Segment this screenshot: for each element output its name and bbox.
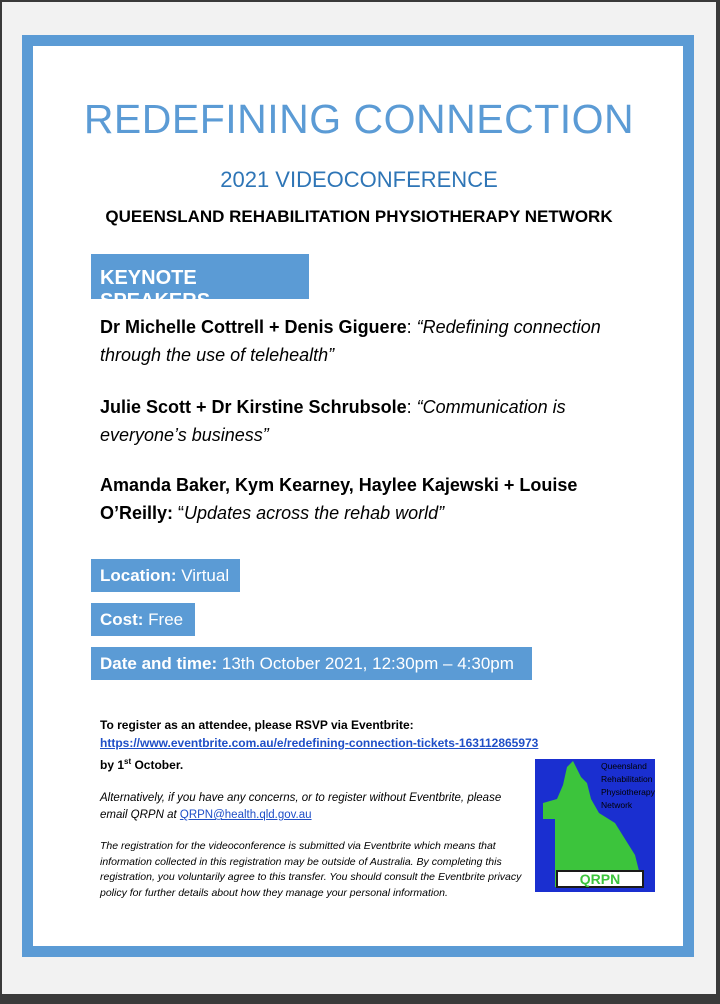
speaker-entry-3 (100, 471, 600, 527)
speaker-separator: : (406, 397, 417, 417)
speaker-entry-1 (100, 313, 620, 369)
deadline-ordinal: st (124, 757, 132, 766)
location-box (91, 559, 240, 592)
date-time-label: Date and time: (100, 654, 218, 673)
alternative-contact (100, 790, 525, 824)
speaker-names: Julie Scott + Dr Kirstine Schrubsole (100, 397, 407, 417)
deadline-prefix: by 1 (100, 758, 125, 772)
speaker-separator: “ (173, 503, 185, 523)
eventbrite-link[interactable]: https://www.eventbrite.com.au/e/redefining-connection-tickets-163112865973 (100, 736, 539, 750)
conference-subtitle: 2021 VIDEOCONFERENCE (220, 167, 498, 192)
cost-label: Cost: (100, 610, 144, 629)
keynote-heading: KEYNOTE SPEAKERS (91, 254, 309, 299)
alternative-text: Alternatively, if you have any concerns, or to register without Eventbrite, please email QRPN at (100, 792, 502, 821)
email-link[interactable]: QRPN@health.qld.gov.au (179, 809, 312, 821)
organisation-name: QUEENSLAND REHABILITATION PHYSIOTHERAPY NETWORK (105, 207, 613, 226)
qrpn-logo (535, 759, 655, 892)
privacy-notice (100, 839, 525, 901)
document-page (2, 2, 716, 994)
speaker-separator: : (406, 317, 417, 337)
register-link-line (100, 735, 600, 752)
logo-acronym: QRPN (579, 871, 621, 887)
logo-line-3: Physiotherapy (601, 787, 655, 797)
logo-line-1: Queensland (601, 761, 647, 771)
register-deadline (100, 753, 400, 774)
speaker-names: Amanda Baker, Kym Kearney, Haylee Kajewski + Louise O’Reilly: (100, 475, 578, 523)
page-title: REDEFINING CONNECTION (83, 96, 635, 142)
talk-title: Updates across the rehab world” (184, 503, 445, 523)
deadline-suffix: October. (131, 758, 184, 772)
register-intro (100, 717, 600, 734)
privacy-text: The registration for the videoconference is submitted via Eventbrite which means that information collected in this registration may be outside of Australia. By completing this registration, you voluntarily agree to this transfer. You should consult the Eventbrite privacy policy for further details about how they manage your personal information. (100, 840, 522, 899)
location-value: Virtual (176, 566, 230, 585)
cost-value: Free (143, 610, 184, 629)
queensland-map-icon (535, 759, 655, 892)
cost-box (91, 603, 195, 636)
location-label: Location: (100, 566, 177, 585)
talk-title: “Redefining connection through the use of telehealth” (100, 317, 601, 365)
logo-line-2: Rehabilitation (601, 774, 653, 784)
talk-title: “Communication is everyone’s business” (100, 397, 566, 445)
speaker-entry-2 (100, 393, 620, 449)
speaker-names: Dr Michelle Cottrell + Denis Giguere (100, 317, 407, 337)
logo-line-4: Network (601, 800, 633, 810)
register-intro-text: To register as an attendee, please RSVP via Eventbrite: (100, 718, 414, 732)
date-time-box (91, 647, 532, 680)
date-time-value: 13th October 2021, 12:30pm – 4:30pm (217, 654, 514, 673)
